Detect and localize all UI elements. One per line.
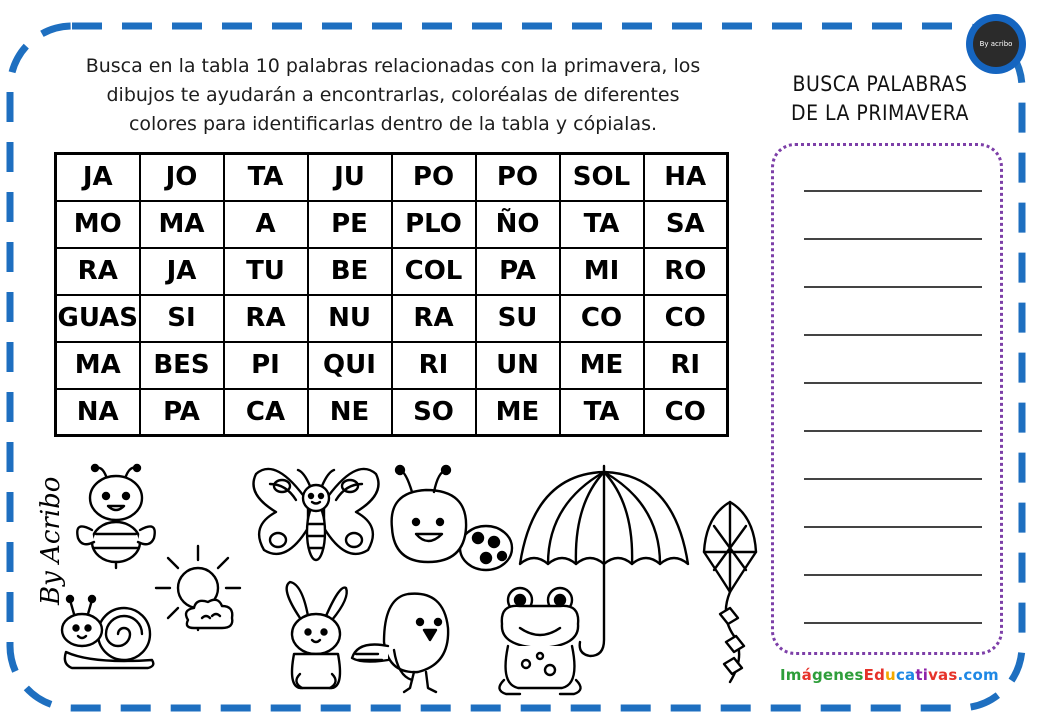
grid-cell[interactable]: TA (560, 389, 644, 436)
grid-cell[interactable]: PI (224, 342, 308, 389)
ladybug-icon (382, 462, 522, 582)
grid-cell[interactable]: SOL (560, 154, 644, 201)
site-credit-part: á (801, 666, 812, 684)
answer-line[interactable] (804, 430, 982, 432)
grid-row (56, 295, 728, 342)
site-credit-part: .com (957, 666, 999, 684)
grid-cell[interactable]: PO (392, 154, 476, 201)
rabbit-icon (270, 578, 360, 698)
butterfly-icon (246, 454, 386, 574)
grid-cell[interactable]: SI (140, 295, 224, 342)
instructions-line: Busca en la tabla 10 palabras relacionadas con la primavera, los (85, 55, 701, 77)
sun-icon (148, 540, 248, 640)
grid-cell[interactable]: GUAS (56, 295, 140, 342)
answer-line[interactable] (804, 478, 982, 480)
grid-cell[interactable]: ME (476, 389, 560, 436)
answer-line[interactable] (804, 238, 982, 240)
site-credit-part: ti (915, 666, 929, 684)
grid-cell[interactable]: CO (560, 295, 644, 342)
grid-cell[interactable]: ÑO (476, 201, 560, 248)
grid-row (56, 389, 728, 436)
grid-cell[interactable]: JO (140, 154, 224, 201)
site-credit-part: Ed (863, 666, 886, 684)
grid-cell[interactable]: RI (392, 342, 476, 389)
site-credit-part: Im (780, 666, 802, 684)
site-credit-part: ca (895, 666, 916, 684)
grid-row (56, 154, 728, 201)
grid-cell[interactable]: MA (56, 342, 140, 389)
answer-line[interactable] (804, 334, 982, 336)
answer-box (771, 143, 1003, 655)
title-line: DE LA PRIMAVERA (791, 101, 969, 125)
grid-cell[interactable]: RI (644, 342, 728, 389)
title-line: BUSCA PALABRAS (792, 72, 968, 96)
site-credit-part: genes (811, 666, 864, 684)
instructions-line: colores para identificarlas dentro de la tabla y cópialas. (128, 113, 658, 135)
kite-icon (690, 496, 770, 686)
grid-cell[interactable]: SU (476, 295, 560, 342)
umbrella-icon (514, 464, 694, 664)
grid-cell[interactable]: JA (140, 248, 224, 295)
grid-row (56, 342, 728, 389)
grid-cell[interactable]: RA (56, 248, 140, 295)
snail-icon (52, 590, 162, 686)
grid-cell[interactable]: RO (644, 248, 728, 295)
grid-cell[interactable]: NE (308, 389, 392, 436)
grid-cell[interactable]: CO (644, 389, 728, 436)
grid-cell[interactable]: JU (308, 154, 392, 201)
grid-cell[interactable]: PLO (392, 201, 476, 248)
grid-cell[interactable]: ME (560, 342, 644, 389)
signature-text: By Acribo (36, 476, 66, 605)
answer-line[interactable] (804, 382, 982, 384)
grid-cell[interactable]: COL (392, 248, 476, 295)
grid-cell[interactable]: PA (476, 248, 560, 295)
grid-row (56, 201, 728, 248)
site-credit-part: u (885, 666, 896, 684)
grid-cell[interactable]: RA (392, 295, 476, 342)
grid-cell[interactable]: JA (56, 154, 140, 201)
answer-line[interactable] (804, 286, 982, 288)
grid-cell[interactable]: NU (308, 295, 392, 342)
answer-line[interactable] (804, 526, 982, 528)
grid-cell[interactable]: UN (476, 342, 560, 389)
grid-cell[interactable]: PO (476, 154, 560, 201)
grid-row (56, 248, 728, 295)
grid-cell[interactable]: MA (140, 201, 224, 248)
grid-cell[interactable]: MO (56, 201, 140, 248)
grid-cell[interactable]: NA (56, 389, 140, 436)
grid-cell[interactable]: PE (308, 201, 392, 248)
site-credit-part: vas (928, 666, 958, 684)
grid-cell[interactable]: TU (224, 248, 308, 295)
logo-text: By acribo (973, 21, 1019, 67)
bird-icon (348, 584, 478, 700)
grid-cell[interactable]: CO (644, 295, 728, 342)
site-credit (780, 666, 999, 684)
grid-cell[interactable]: SO (392, 389, 476, 436)
grid-cell[interactable]: QUI (308, 342, 392, 389)
grid-cell[interactable]: BES (140, 342, 224, 389)
grid-cell[interactable]: A (224, 201, 308, 248)
grid-cell[interactable]: MI (560, 248, 644, 295)
answer-line[interactable] (804, 190, 982, 192)
grid-cell[interactable]: CA (224, 389, 308, 436)
instructions-line: dibujos te ayudarán a encontrarlas, coloréalas de diferentes (106, 84, 680, 106)
logo (966, 14, 1026, 74)
grid-cell[interactable]: BE (308, 248, 392, 295)
answer-line[interactable] (804, 574, 982, 576)
grid-cell[interactable]: PA (140, 389, 224, 436)
grid-cell[interactable]: HA (644, 154, 728, 201)
grid-cell[interactable]: TA (224, 154, 308, 201)
grid-cell[interactable]: SA (644, 201, 728, 248)
instructions-text (48, 52, 738, 139)
page-title (780, 70, 980, 128)
answer-line[interactable] (804, 622, 982, 624)
grid-cell[interactable]: TA (560, 201, 644, 248)
word-search-grid (54, 152, 729, 437)
grid-cell[interactable]: RA (224, 295, 308, 342)
